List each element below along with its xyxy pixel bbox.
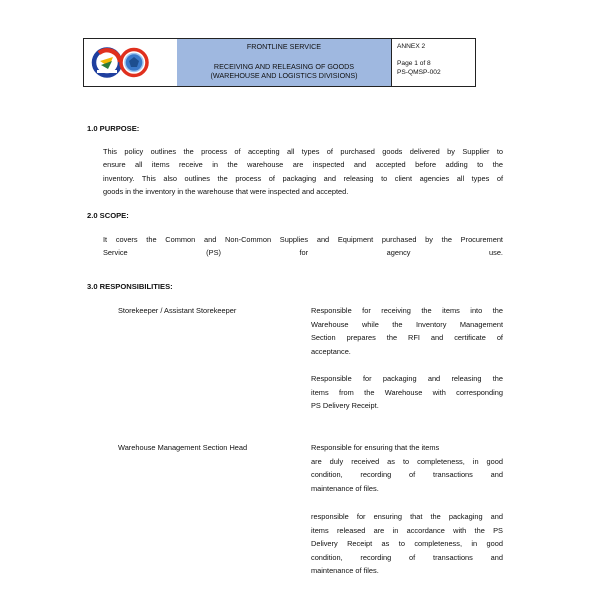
scope-line: It covers the Common and Non-Common Supplies and Equipment purchased by the Procurement <box>103 235 503 244</box>
annex-cell <box>392 39 476 86</box>
responsibility-line: maintenance of files. <box>311 566 379 576</box>
page-number: Page 1 of 8 <box>397 60 431 67</box>
document-code: PS-QMSP-002 <box>397 69 441 76</box>
responsibility-line: Delivery Receipt as to completeness, in good <box>311 539 503 549</box>
responsibility-line: responsible for ensuring that the packaging and <box>311 512 503 521</box>
role-warehouse-section-head: Warehouse Management Section Head <box>118 443 248 452</box>
responsibility-line: Responsible for ensuring that the items <box>311 443 440 452</box>
purpose-heading: 1.0 PURPOSE: <box>87 124 140 133</box>
scope-line: Service (PS) for agency use. <box>103 248 503 258</box>
annex-label: ANNEX 2 <box>397 43 426 50</box>
org-name: FRONTLINE SERVICE <box>246 42 322 51</box>
storekeeper-responsibility-1 <box>311 304 503 358</box>
responsibility-line: condition, recording of transactions and <box>311 470 503 480</box>
responsibility-line: Warehouse while the Inventory Management <box>311 319 503 329</box>
responsibility-line: PS Delivery Receipt. <box>311 401 379 411</box>
document-header <box>83 38 476 87</box>
responsibility-line: maintenance of files. <box>311 483 379 493</box>
storekeeper-responsibility-2 <box>311 372 503 413</box>
responsibility-line: Responsible for receiving the items into the <box>311 306 503 315</box>
purpose-line: ensure all items receive in the warehouse are inspected and accepted before adding to the <box>103 160 503 170</box>
purpose-line: inventory. This also outlines the process of packaging and releasing to client agencies all types of <box>103 173 503 183</box>
section-head-responsibility-2 <box>311 510 503 578</box>
purpose-line: goods in the inventory in the warehouse that were inspected and accepted. <box>103 187 349 197</box>
responsibilities-heading: 3.0 RESPONSIBILITIES: <box>87 282 173 291</box>
role-storekeeper: Storekeeper / Assistant Storekeeper <box>118 306 237 315</box>
responsibility-line: condition, recording of transactions and <box>311 552 503 562</box>
logo-cell <box>84 39 178 86</box>
responsibility-line: are duly received as to completeness, in good <box>311 456 503 466</box>
document-title-line1: RECEIVING AND RELEASING OF GOODS <box>213 61 355 71</box>
title-cell <box>177 39 392 86</box>
responsibility-line: Section prepares the RFI and certificate of <box>311 333 503 343</box>
responsibility-line: acceptance. <box>311 346 351 356</box>
scope-paragraph <box>103 233 503 260</box>
responsibility-line: items from the Warehouse with corresponding <box>311 387 503 397</box>
purpose-paragraph <box>103 145 503 199</box>
procurement-service-logo <box>84 39 177 86</box>
section-head-responsibility-1 <box>311 441 503 495</box>
responsibility-line: Responsible for packaging and releasing the <box>311 374 503 383</box>
scope-heading: 2.0 SCOPE: <box>87 211 129 220</box>
purpose-line: This policy outlines the process of accepting all types of purchased goods delivered by Supplier to <box>103 147 503 156</box>
document-title-line2: (WAREHOUSE AND LOGISTICS DIVISIONS) <box>210 71 358 80</box>
responsibility-line: items released are in accordance with the PS <box>311 525 503 535</box>
